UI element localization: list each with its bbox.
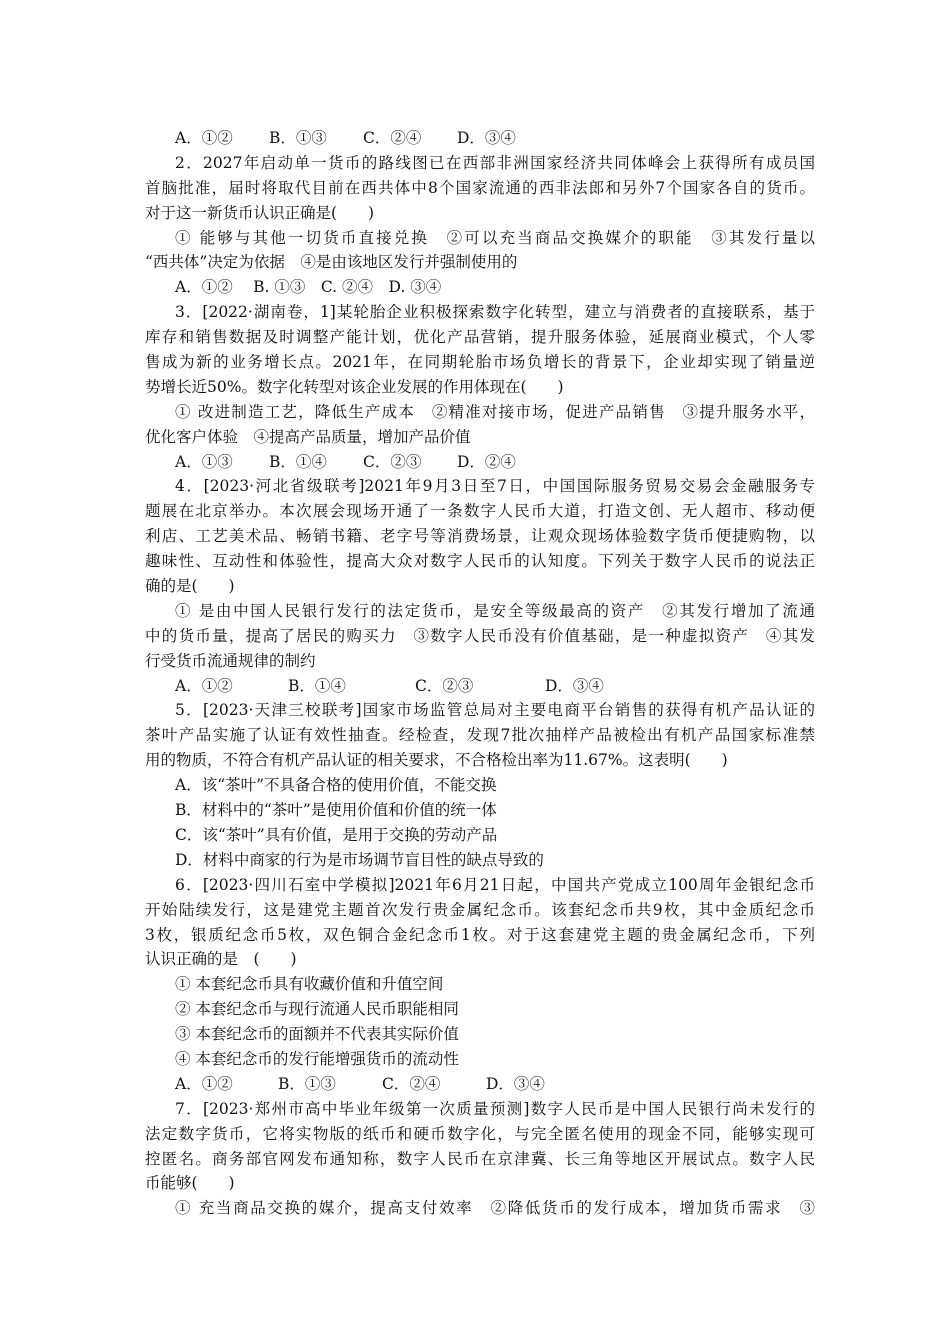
option-b: B．①④ — [269, 452, 327, 471]
q2-options: A．①② B. ①③ C. ②④ D. ③④ — [175, 278, 442, 297]
q6-stem-line: 认识正确的是 ( ) — [145, 950, 297, 969]
q1-options — [145, 126, 815, 151]
q3-statements: 优化客户体验 ④提高产品质量，增加产品价值 — [145, 427, 471, 446]
q7-stem-line: 法定数字货币，它将实物版的纸币和硬币数字化，与完全匿名使用的现金不同，能够实现可 — [145, 1124, 815, 1143]
q3-stem-line: 库存和销售数据及时调整产能计划，优化产品营销，提升服务体验，延展商业模式，个人零 — [145, 328, 815, 347]
option-b: B．①④ — [288, 676, 346, 695]
q6-stem-line: 开始陆续发行，这是建党主题首次发行贵金属纪念币。该套纪念币共9枚，其中金质纪念币 — [145, 900, 815, 919]
option-a: A．①② — [175, 129, 233, 147]
q2-stem-line: 对于这一新货币认识正确是( ) — [145, 203, 375, 222]
q4-stem-line: 利店、工艺美术品、畅销书籍、老字号等消费场景，让观众现场体验数字货币便捷购物，以 — [145, 527, 815, 546]
option-c: C．②④ — [363, 129, 422, 147]
option-d: D．③④ — [457, 129, 516, 147]
q5-option-a: A．该“茶叶”不具备合格的使用价值，不能交换 — [175, 776, 497, 795]
q6-statement-4: ④ 本套纪念币的发行能增强货币的流动性 — [175, 1049, 459, 1068]
option-c: C．②③ — [363, 452, 422, 471]
q2-stem-line: 2．2027年启动单一货币的路线图已在西部非洲国家经济共同体峰会上获得所有成员国 — [175, 153, 815, 172]
q6-statement-3: ③ 本套纪念币的面额并不代表其实际价值 — [175, 1025, 459, 1044]
option-b: B．①③ — [269, 129, 327, 147]
q3-stem-line: 3．[2022·湖南卷，1]某轮胎企业积极探索数字化转型，建立与消费者的直接联系，基于 — [175, 303, 815, 322]
option-d: D．③④ — [545, 676, 604, 695]
q2-statements: “西共体”决定为依据 ④是由该地区发行并强制使用的 — [145, 253, 518, 272]
q6-statement-2: ② 本套纪念币与现行流通人民币职能相同 — [175, 1000, 459, 1019]
option-a: A．①② — [175, 676, 233, 695]
q4-stem-line: 确的是( ) — [145, 577, 235, 596]
q5-option-d: D．材料中商家的行为是市场调节盲目性的缺点导致的 — [175, 850, 544, 869]
q4-options — [145, 674, 815, 699]
q5-stem-line: 5．[2023·天津三校联考]国家市场监管总局对主要电商平台销售的获得有机产品认证的 — [175, 701, 815, 720]
q2-stem-line: 首脑批准，届时将取代目前在西共体中8个国家流通的西非法郎和另外7个国家各自的货币。 — [145, 178, 815, 197]
q4-statements: 行受货币流通规律的制约 — [145, 651, 316, 670]
option-d: D．②④ — [457, 452, 516, 471]
question-text — [145, 126, 815, 1221]
q4-statements: ① 是由中国人民银行发行的法定货币，是安全等级最高的资产 ②其发行增加了流通 — [175, 601, 815, 620]
q4-statements: 中的货币量，提高了居民的购买力 ③数字人民币没有价值基础，是一种虚拟资产 ④其发 — [145, 626, 815, 645]
option-c: C．②④ — [382, 1074, 441, 1093]
q6-stem-line: 3枚，银质纪念币5枚，双色铜合金纪念币1枚。对于这套建党主题的贵金属纪念币，下列 — [145, 925, 815, 944]
q4-stem-line: 趣味性、互动性和体验性，提高大众对数字人民币的认知度。下列关于数字人民币的说法正 — [145, 552, 815, 571]
q5-stem-line: 茶叶产品实施了认证有效性抽查。经检查，发现7批次抽样产品被检出有机产品国家标准禁 — [145, 726, 815, 745]
q7-stem-line: 7．[2023·郑州市高中毕业年级第一次质量预测]数字人民币是中国人民银行尚未发行的 — [175, 1099, 815, 1118]
q3-stem-line: 势增长近50%。数字化转型对该企业发展的作用体现在( ) — [145, 377, 564, 396]
q2-statements: ① 能够与其他一切货币直接兑换 ②可以充当商品交换媒介的职能 ③其发行量以 — [175, 228, 815, 247]
q4-stem-line: 题展在北京举办。本次展会现场开通了一条数字人民币大道，打造文创、无人超市、移动便 — [145, 502, 815, 521]
q6-statement-1: ① 本套纪念币具有收藏价值和升值空间 — [175, 975, 444, 994]
q5-stem-line: 用的物质，不符合有机产品认证的相关要求，不合格检出率为11.67%。这表明( ) — [145, 751, 728, 770]
q7-stem-line: 币能够( ) — [145, 1174, 235, 1193]
q6-options — [145, 1072, 815, 1097]
option-a: A．①② — [175, 1074, 233, 1093]
q4-stem-line: 4．[2023·河北省级联考]2021年9月3日至7日，中国国际服务贸易交易会金融服务专 — [175, 477, 815, 496]
option-d: D．③④ — [486, 1074, 545, 1093]
q3-statements: ① 改进制造工艺，降低生产成本 ②精准对接市场，促进产品销售 ③提升服务水平， — [175, 402, 815, 421]
option-b: B．①③ — [278, 1074, 336, 1093]
q5-option-b: B．材料中的“茶叶”是使用价值和价值的统一体 — [175, 801, 497, 820]
option-a: A．①③ — [175, 452, 233, 471]
option-c: C．②③ — [415, 676, 474, 695]
q3-stem-line: 售成为新的业务增长点。2021年，在同期轮胎市场负增长的背景下，企业却实现了销量逆 — [145, 353, 815, 372]
q3-options — [145, 450, 815, 475]
q5-option-c: C．该“茶叶”具有价值，是用于交换的劳动产品 — [175, 825, 498, 844]
q6-stem-line: 6．[2023·四川石室中学模拟]2021年6月21日起，中国共产党成立100周年金银纪念币 — [175, 875, 815, 894]
q7-stem-line: 控匿名。商务部官网发布通知称，数字人民币在京津冀、长三角等地区开展试点。数字人民 — [145, 1149, 815, 1168]
q7-statements: ① 充当商品交换的媒介，提高支付效率 ②降低货币的发行成本，增加货币需求 ③ — [175, 1199, 815, 1218]
